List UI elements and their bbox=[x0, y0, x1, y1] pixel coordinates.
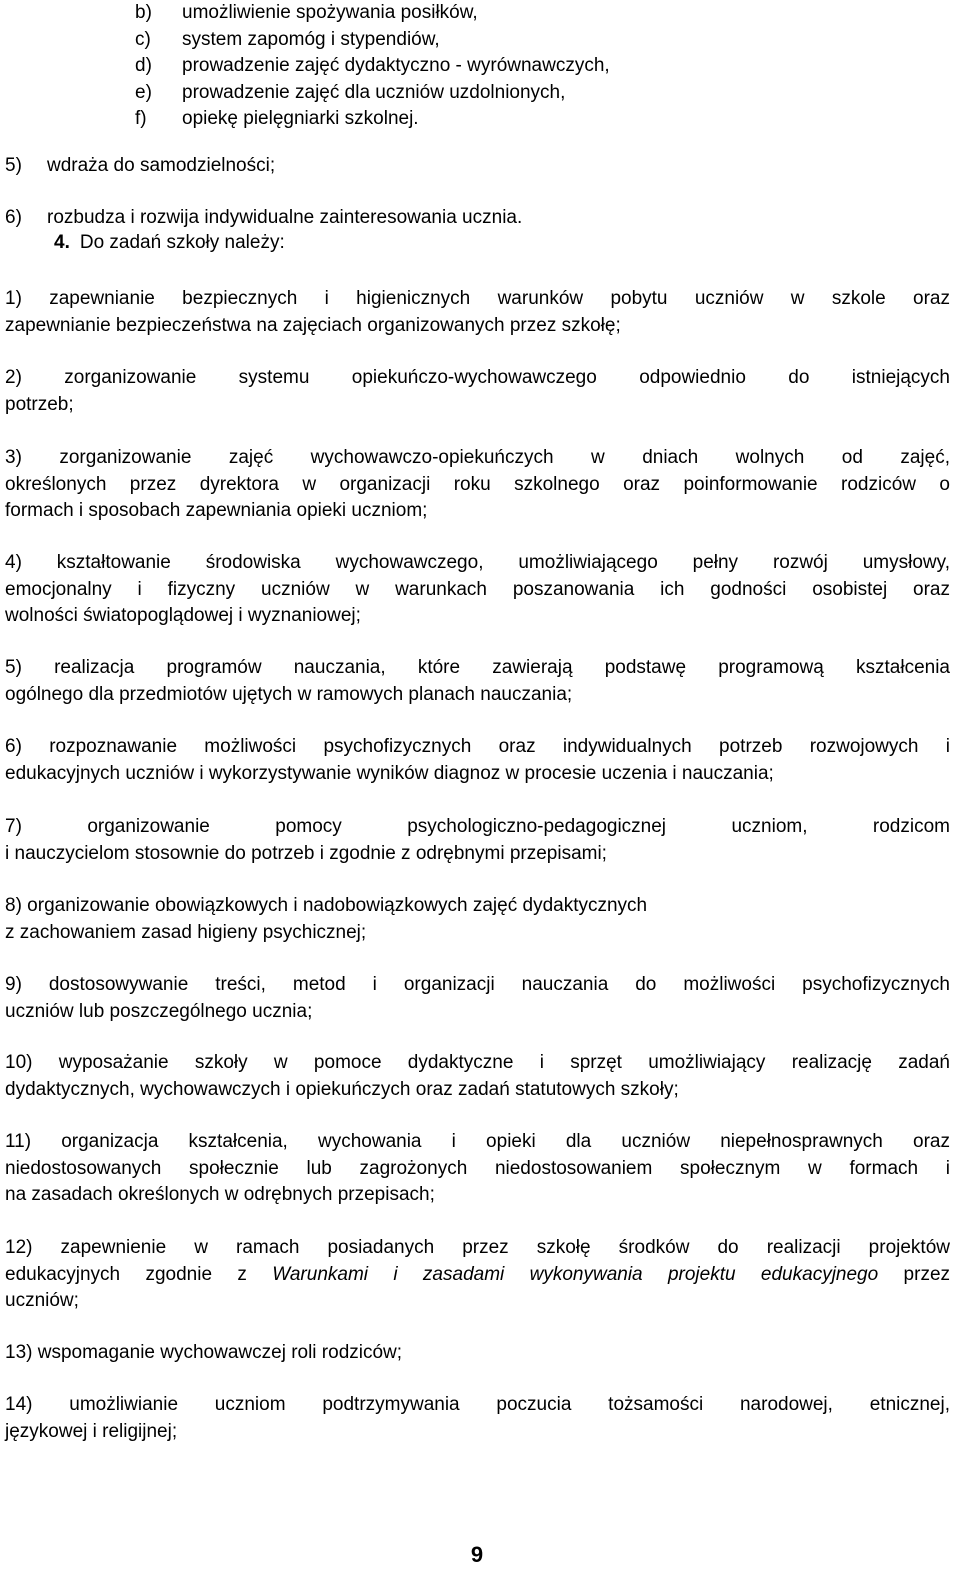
task-paragraph: 11) organizacja kształcenia, wychowania i opieki dla uczniów niepełnosprawnych oraz niedostosowanych społecznie lub zagrożonych niedostosowaniem społecznym w formach i na zasadach określonych w odrębnych przepisach; bbox=[5, 1131, 950, 1205]
task-paragraph: 9) dostosowywanie treści, metod i organizacji nauczania do możliwości psychofizycznych uczniów lub poszczególnego ucznia; bbox=[5, 974, 950, 1022]
list-item: b) umożliwienie spożywania posiłków, bbox=[135, 2, 478, 23]
page-number: 9 bbox=[470, 1542, 484, 1567]
task-paragraph: 6) rozpoznawanie możliwości psychofizycznych oraz indywidualnych potrzeb rozwojowych i edukacyjnych uczniów i wykorzystywanie wyników diagnoz w procesie uczenia i nauczania; bbox=[5, 736, 950, 784]
task-12-line-2: edukacyjnych zgodnie z Warunkami i zasadami wykonywania projektu edukacyjnego przez bbox=[5, 1263, 951, 1285]
task-paragraph: 1) zapewnianie bezpiecznych i higienicznych warunków pobytu uczniów w szkole oraz zapewnianie bezpieczeństwa na zajęciach organizowanych przez szkołę; bbox=[5, 288, 950, 336]
task-paragraph: 8) organizowanie obowiązkowych i nadobowiązkowych zajęć dydaktycznych z zachowaniem zasad higieny psychicznej; bbox=[5, 895, 648, 943]
list-item: f) opiekę pielęgniarki szkolnej. bbox=[135, 108, 419, 129]
list-item: e) prowadzenie zajęć dla uczniów uzdolnionych, bbox=[135, 81, 566, 103]
task-paragraph: 2) zorganizowanie systemu opiekuńczo-wychowawczego odpowiednio do istniejących potrzeb; bbox=[5, 367, 950, 415]
list-item-5: 5) wdraża do samodzielności; bbox=[5, 155, 276, 176]
task-paragraph: 14) umożliwianie uczniom podtrzymywania poczucia tożsamości narodowej, etnicznej, językowej i religijnej; bbox=[5, 1394, 950, 1442]
list-item: c) system zapomóg i stypendiów, bbox=[135, 28, 440, 50]
task-paragraph: 7) organizowanie pomocy psychologiczno-pedagogicznej uczniom, rodzicom i nauczycielom stosownie do potrzeb i zgodnie z odrębnymi przepisami; bbox=[5, 816, 950, 864]
task-paragraph: 10) wyposażanie szkoły w pomoce dydaktyczne i sprzęt umożliwiający realizację zadań dydaktycznych, wychowawczych i opiekuńczych oraz zadań statutowych szkoły; bbox=[5, 1052, 950, 1100]
list-item-6: 6) rozbudza i rozwija indywidualne zainteresowania ucznia. bbox=[5, 207, 523, 228]
task-paragraph: 13) wspomaganie wychowawczej roli rodziców; bbox=[5, 1342, 403, 1363]
task-paragraph: 5) realizacja programów nauczania, które zawierają podstawę programową kształcenia ogólnego dla przedmiotów ujętych w ramowych planach nauczania; bbox=[5, 657, 950, 705]
list-item: d) prowadzenie zajęć dydaktyczno - wyrównawczych, bbox=[135, 55, 610, 76]
task-paragraph: 12) zapewnienie w ramach posiadanych przez szkołę środków do realizacji projektów edukacyjnych zgodnie z Warunkami i zasadami wykonywania projektu edukacyjnego przez uczniów; bbox=[5, 1237, 951, 1311]
task-paragraph: 4) kształtowanie środowiska wychowawczego, umożliwiającego pełny rozwój umysłowy, emocjonalny i fizyczny uczniów w warunkach poszanowania ich godności osobistej oraz wolności światopoglądowej i wyznaniowej; bbox=[5, 552, 950, 626]
section-heading: 4. Do zadań szkoły należy: bbox=[54, 232, 285, 253]
sub-list bbox=[135, 0, 610, 133]
task-paragraph: 3) zorganizowanie zajęć wychowawczo-opiekuńczych w dniach wolnych od zajęć, określonych przez dyrektora w organizacji roku szkolnego oraz poinformowanie rodziców o formach i sposobach zapewniania opieki uczniom; bbox=[5, 447, 950, 521]
